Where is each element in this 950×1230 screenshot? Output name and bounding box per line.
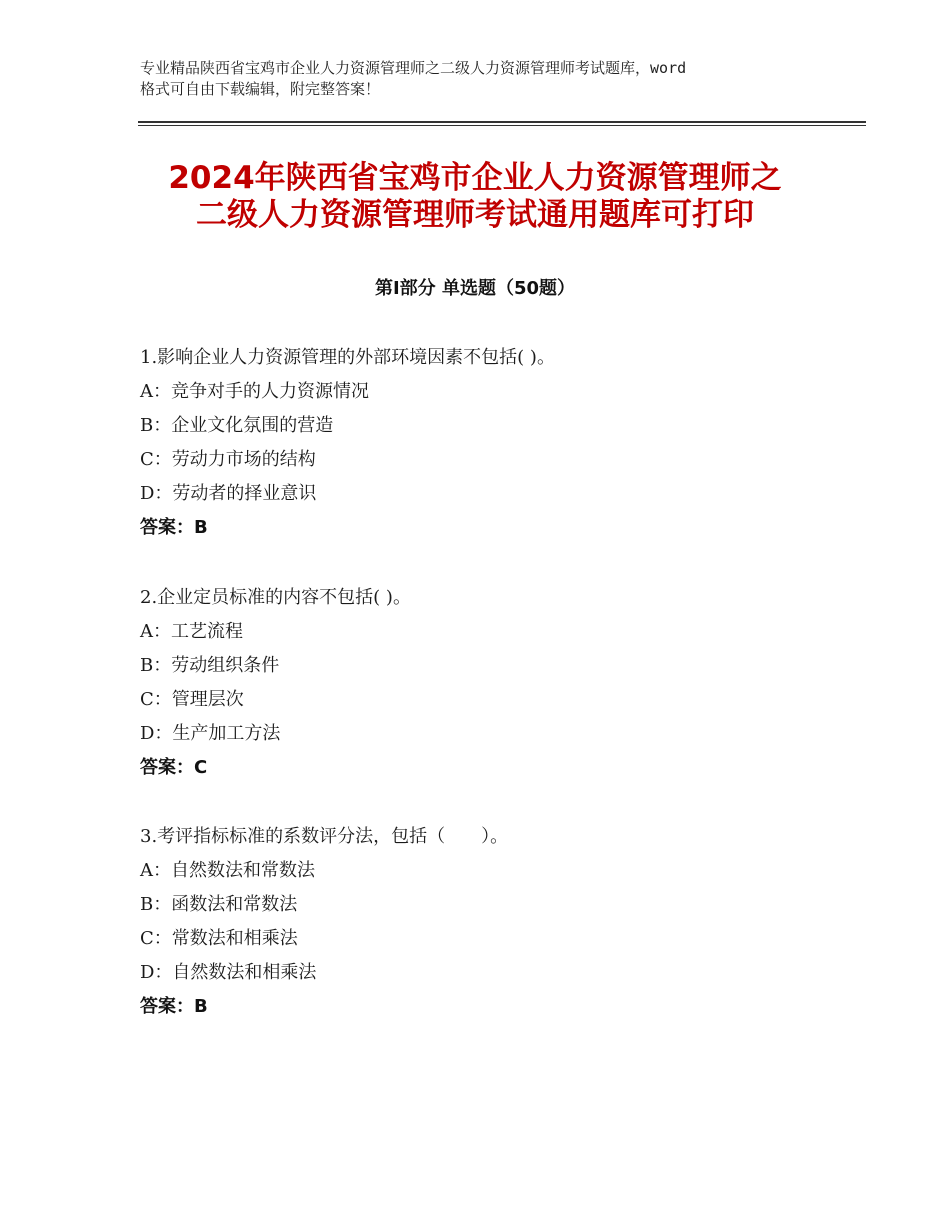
option-c: C：管理层次 bbox=[140, 689, 244, 710]
answer-label: 答案：C bbox=[140, 757, 208, 778]
question-stem: 3.考评指标标准的系数评分法，包括（ ）。 bbox=[140, 826, 509, 847]
option-b: B：企业文化氛围的营造 bbox=[140, 415, 334, 436]
option-b: B：劳动组织条件 bbox=[140, 655, 280, 676]
question-block bbox=[140, 823, 840, 1027]
question-block bbox=[140, 584, 840, 788]
header-divider bbox=[138, 121, 866, 123]
option-a: A：工艺流程 bbox=[140, 621, 243, 642]
question-block bbox=[140, 344, 840, 548]
option-c: C：常数法和相乘法 bbox=[140, 928, 298, 949]
section-title: 第Ⅰ部分 单选题（50题） bbox=[374, 278, 575, 299]
document-title-line: 2024年陕西省宝鸡市企业人力资源管理师之 bbox=[168, 160, 782, 196]
option-b: B：函数法和常数法 bbox=[140, 894, 298, 915]
option-d: D：劳动者的择业意识 bbox=[140, 483, 317, 504]
option-a: A：自然数法和常数法 bbox=[140, 860, 315, 881]
answer-label: 答案：B bbox=[140, 517, 208, 538]
option-a: A：竞争对手的人力资源情况 bbox=[140, 381, 369, 402]
header-note bbox=[140, 58, 840, 100]
header-divider bbox=[138, 125, 866, 126]
question-stem: 2.企业定员标准的内容不包括( )。 bbox=[140, 587, 411, 608]
document-title bbox=[0, 160, 950, 234]
option-d: D：自然数法和相乘法 bbox=[140, 962, 317, 983]
question-stem: 1.影响企业人力资源管理的外部环境因素不包括( )。 bbox=[140, 347, 555, 368]
document-title-line: 二级人力资源管理师考试通用题库可打印 bbox=[196, 197, 754, 233]
header-note-line: 格式可自由下载编辑，附完整答案！ bbox=[140, 80, 381, 98]
option-c: C：劳动力市场的结构 bbox=[140, 449, 316, 470]
header-note-line: 专业精品陕西省宝鸡市企业人力资源管理师之二级人力资源管理师考试题库，word bbox=[140, 59, 687, 77]
option-d: D：生产加工方法 bbox=[140, 723, 281, 744]
answer-label: 答案：B bbox=[140, 996, 208, 1017]
